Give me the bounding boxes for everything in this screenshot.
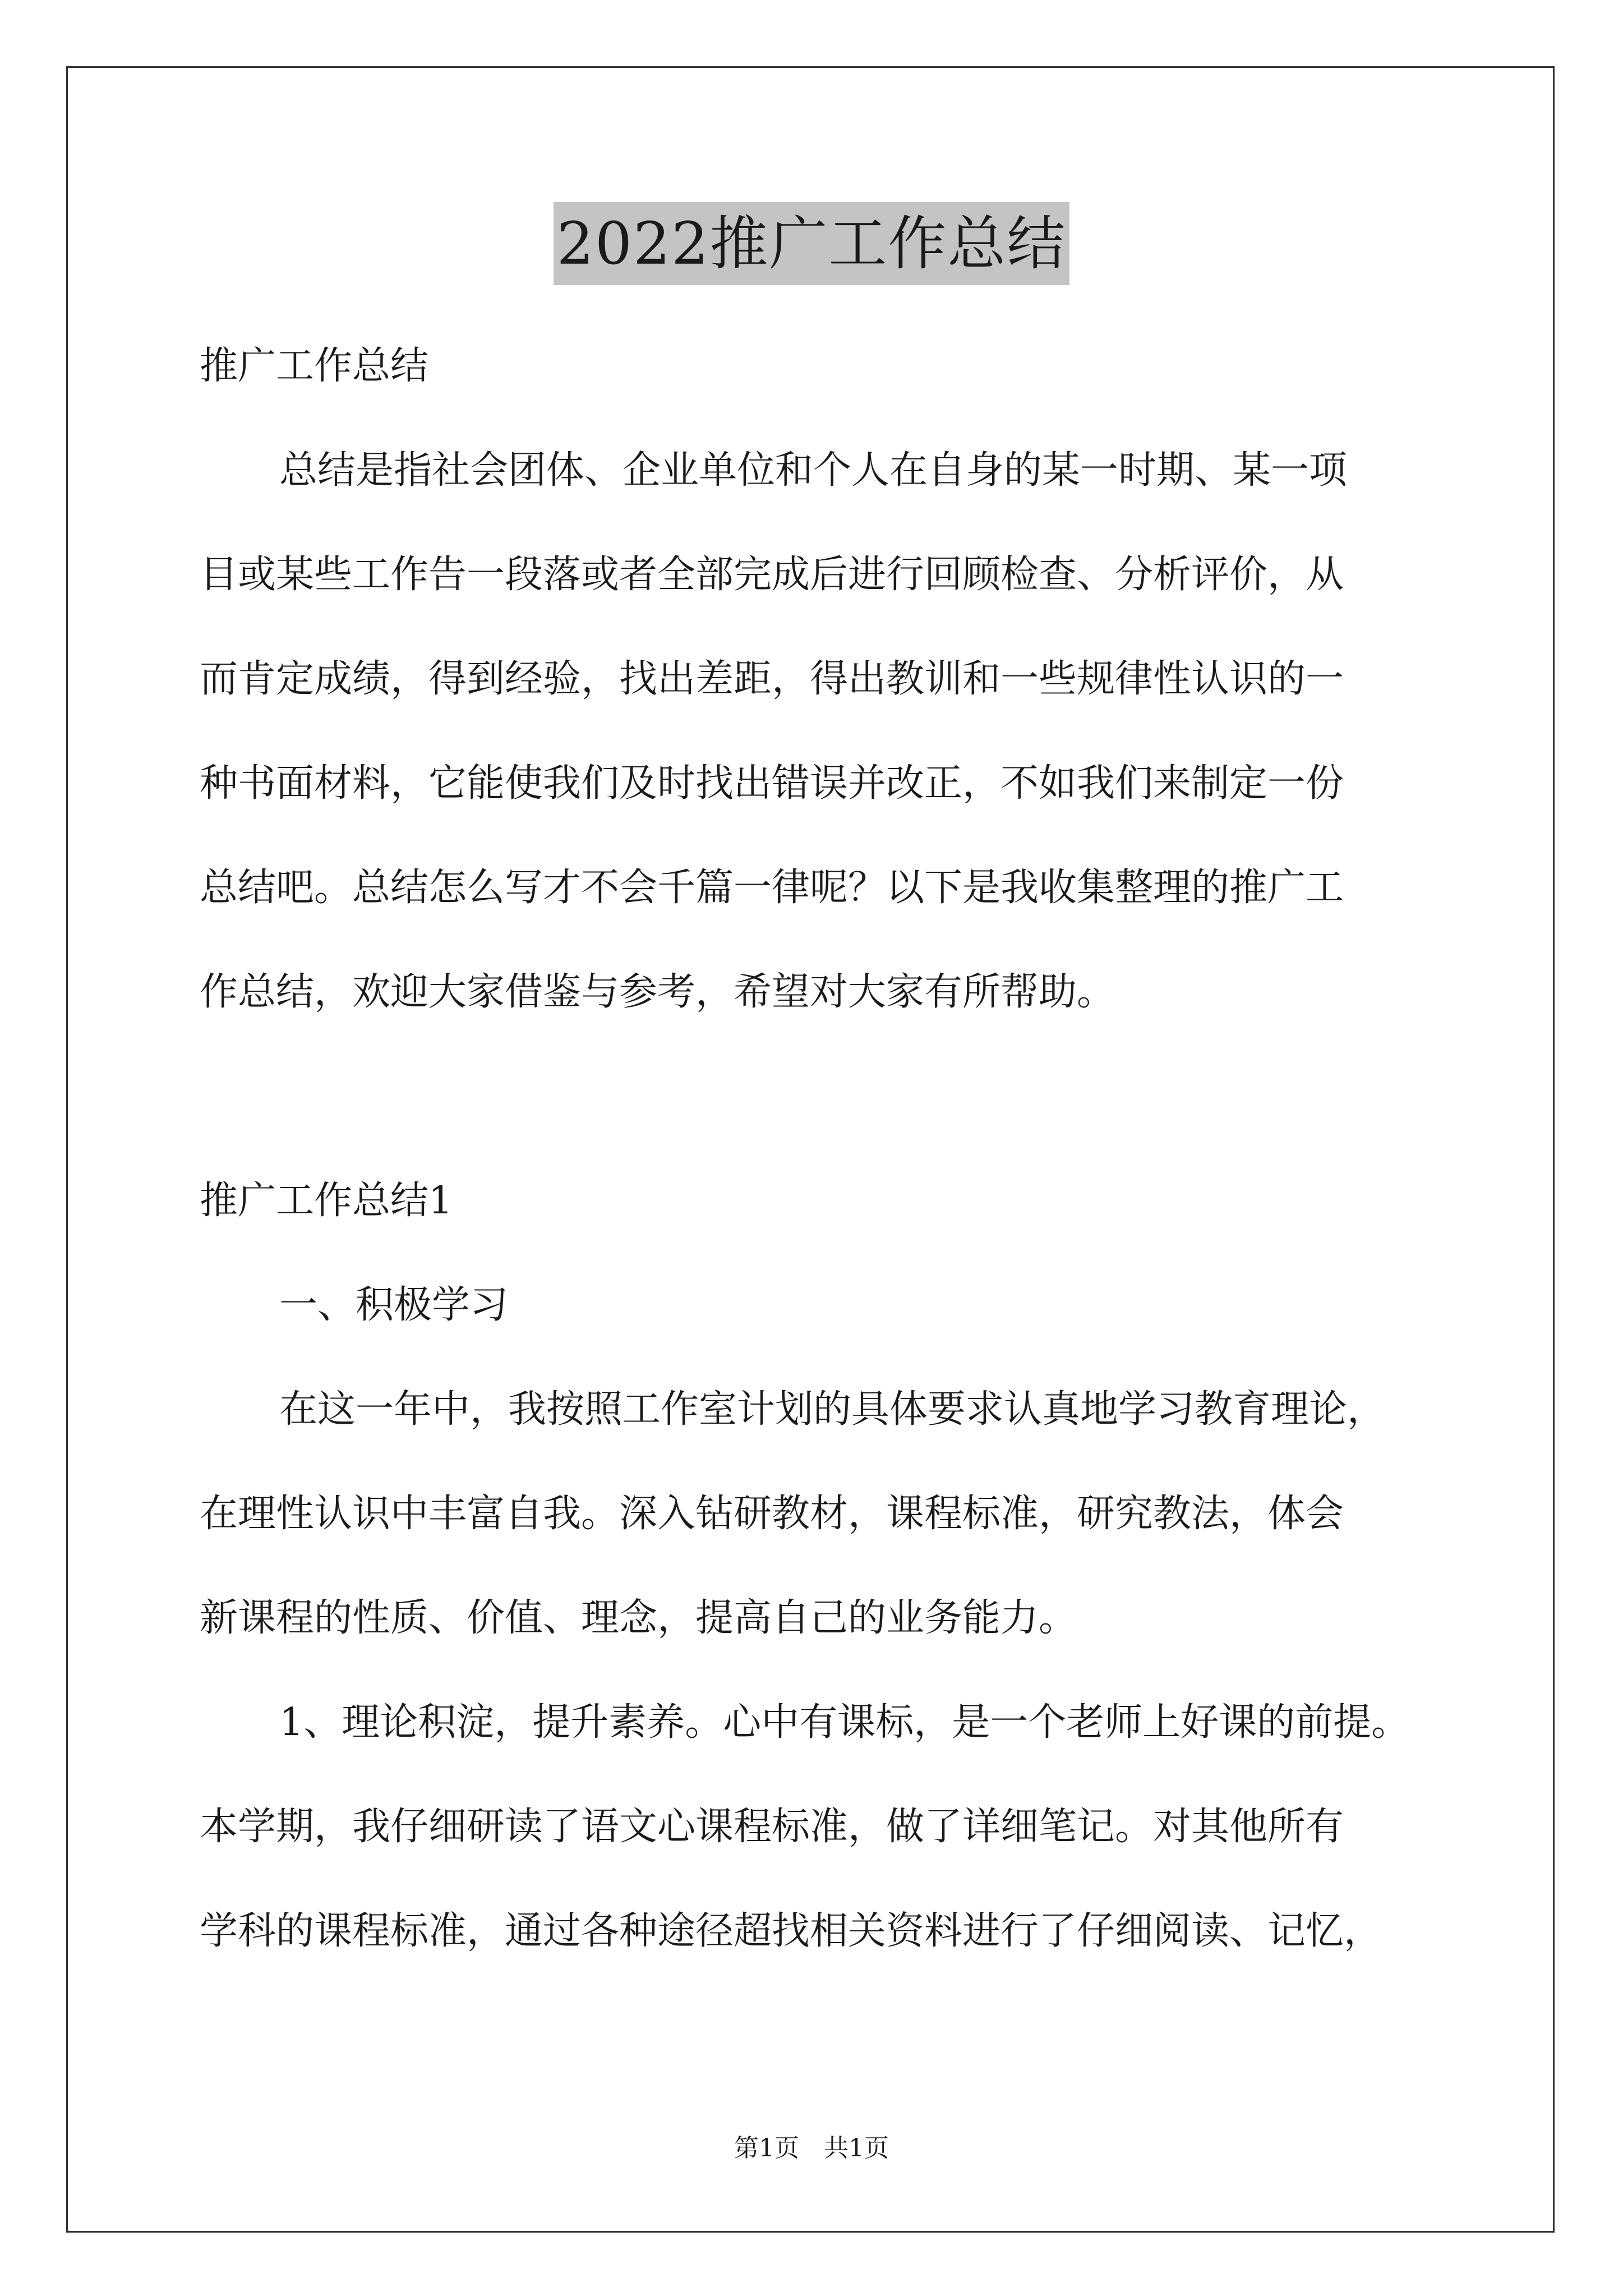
paragraph-line: 总结吧。总结怎么写才不会千篇一律呢？以下是我收集整理的推广工 xyxy=(200,866,1344,910)
paragraph-line: 而肯定成绩，得到经验，找出差距，得出教训和一些规律性认识的一 xyxy=(200,657,1344,701)
paragraph-line: 1、理论积淀，提升素养。心中有课标，是一个老师上好课的前提。 xyxy=(279,1700,1410,1745)
document-body xyxy=(200,314,1428,1984)
title-container xyxy=(0,202,1623,285)
paragraph-line: 新课程的性质、价值、理念，提高自己的业务能力。 xyxy=(200,1596,1077,1640)
paragraph-line: 目或某些工作告一段落或者全部完成后进行回顾检查、分析评价，从 xyxy=(200,553,1344,597)
paragraph-line: 总结是指社会团体、企业单位和个人在自身的某一时期、某一项 xyxy=(279,448,1348,493)
paragraph-line: 在理性认识中丰富自我。深入钻研教材，课程标准，研究教法，体会 xyxy=(200,1492,1344,1536)
paragraph-line: 在这一年中，我按照工作室计划的具体要求认真地学习教育理论， xyxy=(279,1387,1386,1432)
section-heading: 推广工作总结1 xyxy=(200,1179,453,1223)
subsection-heading: 一、积极学习 xyxy=(279,1283,509,1327)
document-title: 2022推广工作总结 xyxy=(554,202,1070,285)
page-footer: 第1页 共1页 xyxy=(734,2134,889,2162)
section-heading: 推广工作总结 xyxy=(200,344,429,388)
paragraph-line: 本学期，我仔细研读了语文心课程标准，做了详细笔记。对其他所有 xyxy=(200,1805,1344,1849)
paragraph-line: 学科的课程标准，通过各种途径超找相关资料进行了仔细阅读、记忆， xyxy=(200,1909,1382,1953)
blank-line xyxy=(200,1045,1428,1149)
paragraph-line: 作总结，欢迎大家借鉴与参考，希望对大家有所帮助。 xyxy=(200,970,1115,1014)
paragraph-line: 种书面材料，它能使我们及时找出错误并改正，不如我们来制定一份 xyxy=(200,761,1344,806)
